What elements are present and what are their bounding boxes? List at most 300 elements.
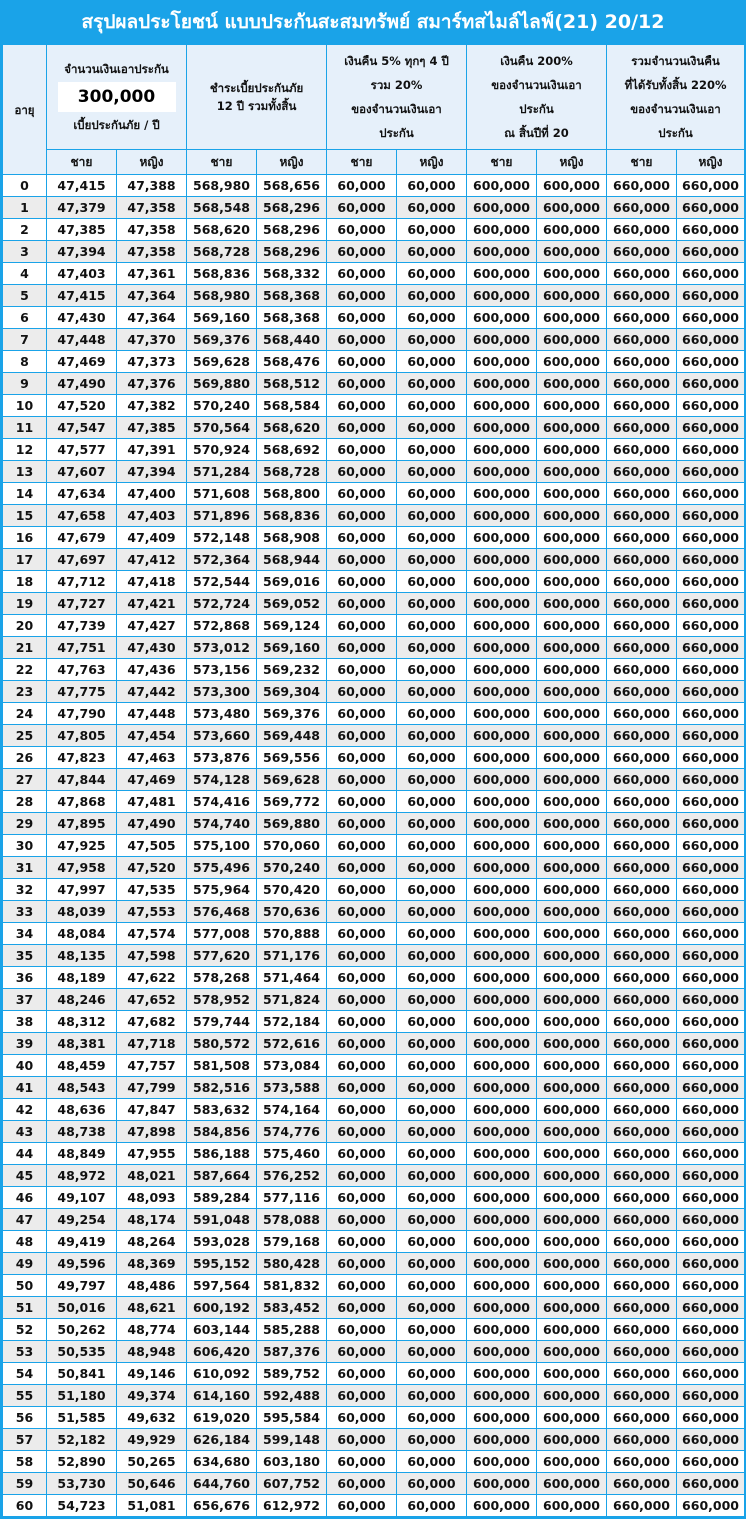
cashback-5-male: 60,000	[327, 1407, 397, 1429]
cashback-5-male: 60,000	[327, 1275, 397, 1297]
total-return-male: 660,000	[607, 835, 677, 857]
table-row	[3, 1385, 745, 1407]
premium-female: 47,436	[117, 659, 187, 681]
total-premium-male: 572,148	[187, 527, 257, 549]
total-return-female: 660,000	[677, 1077, 745, 1099]
cashback-5-male: 60,000	[327, 681, 397, 703]
total-return-female: 660,000	[677, 483, 745, 505]
table-row	[3, 1187, 745, 1209]
table-row	[3, 285, 745, 307]
table-row	[3, 967, 745, 989]
premium-female: 47,652	[117, 989, 187, 1011]
total-premium-male: 573,012	[187, 637, 257, 659]
table-row	[3, 1165, 745, 1187]
premium-female: 47,520	[117, 857, 187, 879]
age-cell: 10	[3, 395, 47, 417]
total-premium-female: 574,164	[257, 1099, 327, 1121]
male-header: ชาย	[47, 150, 117, 175]
cashback-200-male: 600,000	[467, 1033, 537, 1055]
premium-male: 47,658	[47, 505, 117, 527]
cashback-5-male: 60,000	[327, 395, 397, 417]
total-return-female: 660,000	[677, 571, 745, 593]
total-premium-male: 571,608	[187, 483, 257, 505]
total-return-male: 660,000	[607, 241, 677, 263]
total-premium-line: 12 ปี รวมทั้งสิ้น	[216, 99, 297, 113]
sum-insured-value: 300,000	[58, 82, 176, 112]
cashback-5-male: 60,000	[327, 901, 397, 923]
cashback-5-female: 60,000	[397, 923, 467, 945]
cashback-5-male: 60,000	[327, 989, 397, 1011]
total-premium-female: 589,752	[257, 1363, 327, 1385]
cashback-200-female: 600,000	[537, 813, 607, 835]
premium-female: 47,463	[117, 747, 187, 769]
table-row	[3, 1253, 745, 1275]
total-premium-female: 595,584	[257, 1407, 327, 1429]
cashback-5-male: 60,000	[327, 1231, 397, 1253]
total-return-male: 660,000	[607, 175, 677, 197]
premium-female: 47,430	[117, 637, 187, 659]
total-premium-female: 575,460	[257, 1143, 327, 1165]
table-row	[3, 483, 745, 505]
cashback-5-male: 60,000	[327, 241, 397, 263]
cashback-5-female: 60,000	[397, 1341, 467, 1363]
premium-female: 48,621	[117, 1297, 187, 1319]
premium-male: 47,634	[47, 483, 117, 505]
total-return-male: 660,000	[607, 483, 677, 505]
total-return-male: 660,000	[607, 615, 677, 637]
premium-male: 47,844	[47, 769, 117, 791]
cashback-200-female: 600,000	[537, 1495, 607, 1517]
total-premium-male: 574,740	[187, 813, 257, 835]
total-premium-female: 574,776	[257, 1121, 327, 1143]
premium-female: 50,265	[117, 1451, 187, 1473]
cashback-200-female: 600,000	[537, 1407, 607, 1429]
premium-female: 48,948	[117, 1341, 187, 1363]
age-cell: 54	[3, 1363, 47, 1385]
premium-male: 47,958	[47, 857, 117, 879]
cashback-5-male: 60,000	[327, 593, 397, 615]
age-cell: 55	[3, 1385, 47, 1407]
total-premium-male: 572,868	[187, 615, 257, 637]
premium-female: 47,799	[117, 1077, 187, 1099]
total-return-male: 660,000	[607, 769, 677, 791]
cashback-200-female: 600,000	[537, 241, 607, 263]
age-cell: 21	[3, 637, 47, 659]
total-premium-female: 569,556	[257, 747, 327, 769]
total-premium-male: 569,880	[187, 373, 257, 395]
premium-female: 51,081	[117, 1495, 187, 1517]
cashback-200-male: 600,000	[467, 593, 537, 615]
table-row	[3, 197, 745, 219]
total-return-female: 660,000	[677, 241, 745, 263]
premium-male: 50,262	[47, 1319, 117, 1341]
age-cell: 12	[3, 439, 47, 461]
premium-female: 47,505	[117, 835, 187, 857]
total-premium-male: 577,008	[187, 923, 257, 945]
premium-male: 48,849	[47, 1143, 117, 1165]
total-premium-female: 570,636	[257, 901, 327, 923]
male-header: ชาย	[327, 150, 397, 175]
cashback-5-male: 60,000	[327, 703, 397, 725]
age-cell: 22	[3, 659, 47, 681]
total-return-female: 660,000	[677, 967, 745, 989]
cashback-200-female: 600,000	[537, 681, 607, 703]
age-cell: 35	[3, 945, 47, 967]
cashback-5-male: 60,000	[327, 1143, 397, 1165]
total-return-male: 660,000	[607, 1143, 677, 1165]
total-premium-male: 572,724	[187, 593, 257, 615]
cashback-200-female: 600,000	[537, 1385, 607, 1407]
age-cell: 7	[3, 329, 47, 351]
age-cell: 28	[3, 791, 47, 813]
table-row	[3, 417, 745, 439]
table-row	[3, 901, 745, 923]
cashback-5-male: 60,000	[327, 615, 397, 637]
cashback-200-female: 600,000	[537, 527, 607, 549]
cashback-200-female: 600,000	[537, 791, 607, 813]
cashback-200-female: 600,000	[537, 1429, 607, 1451]
table-row	[3, 703, 745, 725]
premium-female: 47,448	[117, 703, 187, 725]
total-premium-male: 572,544	[187, 571, 257, 593]
cashback-5-female: 60,000	[397, 395, 467, 417]
table-row	[3, 1473, 745, 1495]
age-cell: 42	[3, 1099, 47, 1121]
total-return-female: 660,000	[677, 747, 745, 769]
total-premium-female: 603,180	[257, 1451, 327, 1473]
total-return-male: 660,000	[607, 1385, 677, 1407]
cashback-200-male: 600,000	[467, 1231, 537, 1253]
premium-male: 47,895	[47, 813, 117, 835]
table-row	[3, 747, 745, 769]
cashback-5-female: 60,000	[397, 703, 467, 725]
age-cell: 41	[3, 1077, 47, 1099]
table-row	[3, 395, 745, 417]
table-row	[3, 1341, 745, 1363]
age-cell: 9	[3, 373, 47, 395]
premium-female: 47,373	[117, 351, 187, 373]
benefit-table	[2, 44, 745, 1517]
total-premium-female: 568,800	[257, 483, 327, 505]
age-cell: 31	[3, 857, 47, 879]
cashback-200-male: 600,000	[467, 1429, 537, 1451]
age-cell: 17	[3, 549, 47, 571]
cashback-200-female: 600,000	[537, 879, 607, 901]
premium-male: 47,712	[47, 571, 117, 593]
total-premium-female: 571,824	[257, 989, 327, 1011]
table-row	[3, 1495, 745, 1517]
total-premium-female: 612,972	[257, 1495, 327, 1517]
cashback-200-female: 600,000	[537, 857, 607, 879]
premium-male: 47,751	[47, 637, 117, 659]
premium-female: 47,490	[117, 813, 187, 835]
premium-female: 47,955	[117, 1143, 187, 1165]
total-return-male: 660,000	[607, 1275, 677, 1297]
premium-female: 48,486	[117, 1275, 187, 1297]
total-return-male: 660,000	[607, 285, 677, 307]
total-return-female: 660,000	[677, 527, 745, 549]
cashback-5-male: 60,000	[327, 1297, 397, 1319]
total-premium-male: 573,156	[187, 659, 257, 681]
premium-male: 47,775	[47, 681, 117, 703]
cashback-200-line: เงินคืน 200%	[500, 54, 573, 68]
premium-female: 47,358	[117, 241, 187, 263]
cashback-200-female: 600,000	[537, 1011, 607, 1033]
table-row	[3, 1055, 745, 1077]
cashback-5-male: 60,000	[327, 747, 397, 769]
age-cell: 15	[3, 505, 47, 527]
total-premium-female: 587,376	[257, 1341, 327, 1363]
cashback-5-line: รวม 20%	[370, 78, 423, 92]
total-return-female: 660,000	[677, 1187, 745, 1209]
total-premium-female: 571,464	[257, 967, 327, 989]
premium-male: 48,738	[47, 1121, 117, 1143]
total-premium-male: 634,680	[187, 1451, 257, 1473]
cashback-200-male: 600,000	[467, 1495, 537, 1517]
cashback-5-female: 60,000	[397, 659, 467, 681]
total-premium-male: 589,284	[187, 1187, 257, 1209]
total-premium-female: 568,332	[257, 263, 327, 285]
cashback-5-female: 60,000	[397, 835, 467, 857]
age-cell: 24	[3, 703, 47, 725]
cashback-200-male: 600,000	[467, 1451, 537, 1473]
table-row	[3, 1143, 745, 1165]
premium-male: 47,448	[47, 329, 117, 351]
premium-male: 51,180	[47, 1385, 117, 1407]
table-row	[3, 549, 745, 571]
cashback-5-male: 60,000	[327, 637, 397, 659]
cashback-5-male: 60,000	[327, 1341, 397, 1363]
total-return-female: 660,000	[677, 945, 745, 967]
total-premium-female: 569,124	[257, 615, 327, 637]
cashback-5-male: 60,000	[327, 1011, 397, 1033]
age-cell: 45	[3, 1165, 47, 1187]
cashback-5-male: 60,000	[327, 1363, 397, 1385]
total-premium-female: 572,616	[257, 1033, 327, 1055]
total-premium-male: 578,268	[187, 967, 257, 989]
total-premium-male: 573,300	[187, 681, 257, 703]
age-cell: 33	[3, 901, 47, 923]
age-cell: 2	[3, 219, 47, 241]
premium-female: 47,442	[117, 681, 187, 703]
table-row	[3, 307, 745, 329]
total-premium-female: 568,296	[257, 219, 327, 241]
cashback-200-female: 600,000	[537, 593, 607, 615]
table-row	[3, 813, 745, 835]
cashback-200-female: 600,000	[537, 901, 607, 923]
premium-male: 47,394	[47, 241, 117, 263]
cashback-5-female: 60,000	[397, 1473, 467, 1495]
total-return-female: 660,000	[677, 1253, 745, 1275]
cashback-5-female: 60,000	[397, 1495, 467, 1517]
total-return-female: 660,000	[677, 1319, 745, 1341]
cashback-200-male: 600,000	[467, 1319, 537, 1341]
cashback-200-female: 600,000	[537, 549, 607, 571]
premium-female: 47,622	[117, 967, 187, 989]
total-return-female: 660,000	[677, 395, 745, 417]
total-premium-male: 571,896	[187, 505, 257, 527]
total-premium-male: 568,980	[187, 175, 257, 197]
cashback-5-male: 60,000	[327, 1033, 397, 1055]
cashback-5-male: 60,000	[327, 461, 397, 483]
cashback-200-male: 600,000	[467, 1297, 537, 1319]
total-return-male: 660,000	[607, 1297, 677, 1319]
total-premium-female: 569,016	[257, 571, 327, 593]
cashback-200-male: 600,000	[467, 1253, 537, 1275]
total-return-male: 660,000	[607, 725, 677, 747]
age-cell: 19	[3, 593, 47, 615]
total-return-header	[607, 45, 745, 150]
total-return-female: 660,000	[677, 703, 745, 725]
total-return-male: 660,000	[607, 1341, 677, 1363]
total-premium-male: 595,152	[187, 1253, 257, 1275]
total-premium-female: 568,512	[257, 373, 327, 395]
total-premium-female: 585,288	[257, 1319, 327, 1341]
total-return-female: 660,000	[677, 659, 745, 681]
premium-male: 47,727	[47, 593, 117, 615]
total-premium-male: 571,284	[187, 461, 257, 483]
age-cell: 16	[3, 527, 47, 549]
total-return-female: 660,000	[677, 1011, 745, 1033]
cashback-200-male: 600,000	[467, 329, 537, 351]
premium-male: 47,823	[47, 747, 117, 769]
cashback-200-female: 600,000	[537, 1231, 607, 1253]
total-premium-male: 587,664	[187, 1165, 257, 1187]
cashback-200-female: 600,000	[537, 637, 607, 659]
cashback-5-female: 60,000	[397, 615, 467, 637]
age-cell: 34	[3, 923, 47, 945]
cashback-200-male: 600,000	[467, 571, 537, 593]
total-return-line: ที่ได้รับทั้งสิ้น 220%	[624, 78, 727, 92]
cashback-200-female: 600,000	[537, 1055, 607, 1077]
total-return-male: 660,000	[607, 461, 677, 483]
cashback-200-male: 600,000	[467, 395, 537, 417]
cashback-5-female: 60,000	[397, 1033, 467, 1055]
table-row	[3, 1319, 745, 1341]
age-cell: 39	[3, 1033, 47, 1055]
cashback-5-male: 60,000	[327, 1473, 397, 1495]
total-premium-female: 569,304	[257, 681, 327, 703]
premium-male: 50,535	[47, 1341, 117, 1363]
total-return-male: 660,000	[607, 329, 677, 351]
cashback-200-female: 600,000	[537, 1297, 607, 1319]
total-return-female: 660,000	[677, 593, 745, 615]
cashback-200-male: 600,000	[467, 901, 537, 923]
cashback-200-female: 600,000	[537, 1341, 607, 1363]
total-premium-female: 568,944	[257, 549, 327, 571]
total-return-female: 660,000	[677, 219, 745, 241]
cashback-200-male: 600,000	[467, 439, 537, 461]
premium-female: 47,427	[117, 615, 187, 637]
cashback-5-male: 60,000	[327, 1099, 397, 1121]
cashback-200-male: 600,000	[467, 1143, 537, 1165]
total-premium-male: 568,548	[187, 197, 257, 219]
cashback-200-male: 600,000	[467, 681, 537, 703]
cashback-5-male: 60,000	[327, 945, 397, 967]
premium-female: 47,574	[117, 923, 187, 945]
total-premium-male: 626,184	[187, 1429, 257, 1451]
age-cell: 50	[3, 1275, 47, 1297]
total-premium-male: 583,632	[187, 1099, 257, 1121]
total-premium-male: 580,572	[187, 1033, 257, 1055]
premium-female: 49,929	[117, 1429, 187, 1451]
cashback-200-female: 600,000	[537, 263, 607, 285]
cashback-5-female: 60,000	[397, 769, 467, 791]
total-premium-male: 568,980	[187, 285, 257, 307]
age-cell: 53	[3, 1341, 47, 1363]
cashback-200-male: 600,000	[467, 285, 537, 307]
cashback-5-male: 60,000	[327, 549, 397, 571]
total-return-male: 660,000	[607, 1253, 677, 1275]
total-return-male: 660,000	[607, 879, 677, 901]
cashback-5-male: 60,000	[327, 769, 397, 791]
total-return-line: ประกัน	[658, 126, 693, 140]
page-title: สรุปผลประโยชน์ แบบประกันสะสมทรัพย์ สมาร์ทสไมล์ไลฟ์(21) 20/12	[0, 0, 746, 44]
cashback-5-female: 60,000	[397, 329, 467, 351]
total-return-female: 660,000	[677, 439, 745, 461]
cashback-200-line: ณ สิ้นปีที่ 20	[504, 126, 569, 140]
cashback-200-male: 600,000	[467, 1011, 537, 1033]
total-premium-male: 591,048	[187, 1209, 257, 1231]
age-cell: 5	[3, 285, 47, 307]
age-cell: 32	[3, 879, 47, 901]
total-premium-male: 570,240	[187, 395, 257, 417]
age-cell: 57	[3, 1429, 47, 1451]
premium-female: 47,418	[117, 571, 187, 593]
cashback-5-female: 60,000	[397, 439, 467, 461]
cashback-200-female: 600,000	[537, 1209, 607, 1231]
cashback-5-female: 60,000	[397, 1275, 467, 1297]
premium-female: 47,385	[117, 417, 187, 439]
cashback-5-male: 60,000	[327, 1187, 397, 1209]
cashback-5-female: 60,000	[397, 241, 467, 263]
cashback-200-male: 600,000	[467, 989, 537, 1011]
table-body	[3, 175, 745, 1517]
age-cell: 1	[3, 197, 47, 219]
cashback-5-female: 60,000	[397, 505, 467, 527]
premium-per-year-label: เบี้ยประกันภัย / ปี	[73, 118, 160, 132]
total-premium-male: 576,468	[187, 901, 257, 923]
female-header: หญิง	[537, 150, 607, 175]
total-return-female: 660,000	[677, 1121, 745, 1143]
cashback-5-male: 60,000	[327, 263, 397, 285]
cashback-200-male: 600,000	[467, 1341, 537, 1363]
table-row	[3, 879, 745, 901]
premium-male: 49,596	[47, 1253, 117, 1275]
premium-female: 47,364	[117, 285, 187, 307]
cashback-5-female: 60,000	[397, 813, 467, 835]
cashback-200-female: 600,000	[537, 351, 607, 373]
age-cell: 20	[3, 615, 47, 637]
premium-male: 48,189	[47, 967, 117, 989]
total-premium-female: 568,728	[257, 461, 327, 483]
total-premium-female: 568,296	[257, 241, 327, 263]
total-premium-male: 573,660	[187, 725, 257, 747]
cashback-5-male: 60,000	[327, 527, 397, 549]
cashback-200-male: 600,000	[467, 769, 537, 791]
cashback-200-male: 600,000	[467, 197, 537, 219]
age-cell: 46	[3, 1187, 47, 1209]
cashback-200-male: 600,000	[467, 549, 537, 571]
total-return-male: 660,000	[607, 659, 677, 681]
premium-female: 47,469	[117, 769, 187, 791]
premium-female: 48,093	[117, 1187, 187, 1209]
table-row	[3, 1231, 745, 1253]
total-premium-male: 597,564	[187, 1275, 257, 1297]
premium-female: 47,409	[117, 527, 187, 549]
premium-female: 47,535	[117, 879, 187, 901]
cashback-5-female: 60,000	[397, 857, 467, 879]
